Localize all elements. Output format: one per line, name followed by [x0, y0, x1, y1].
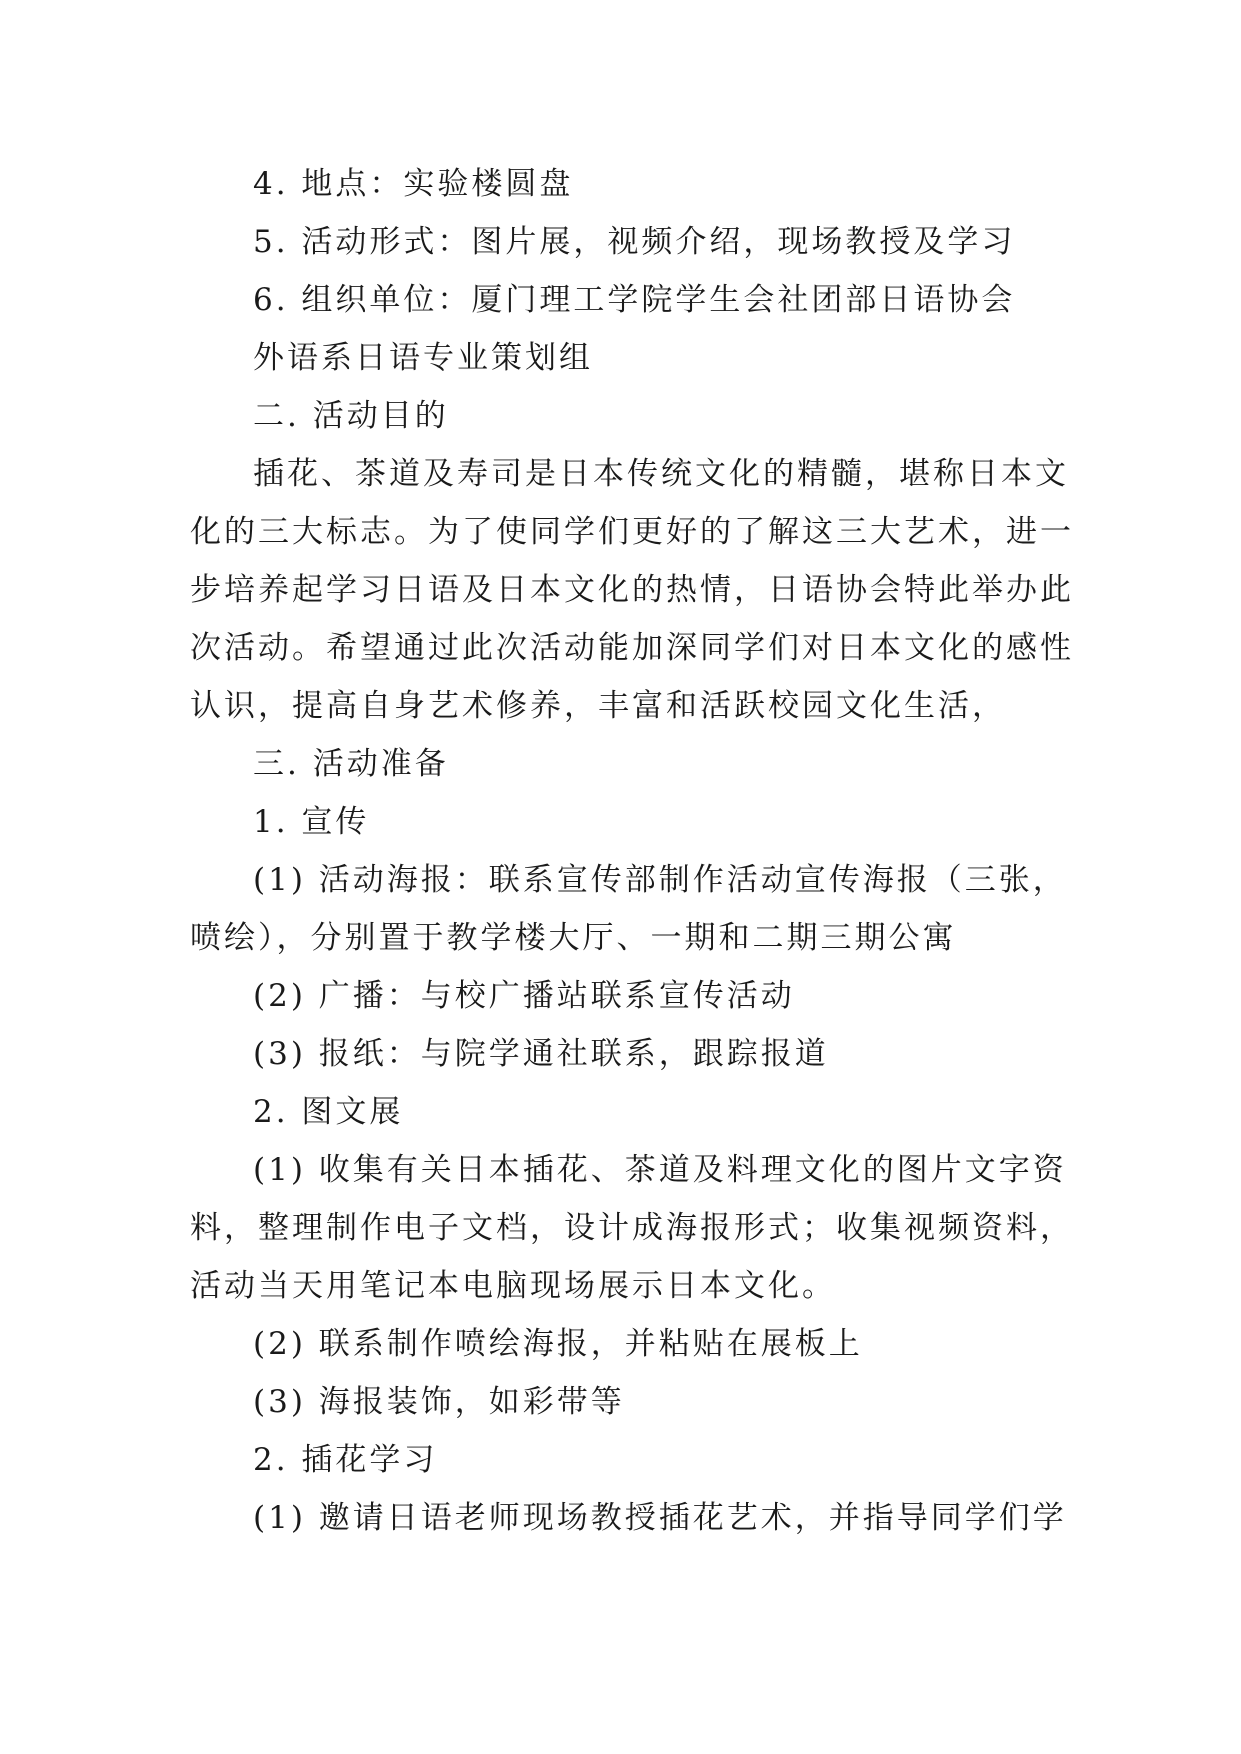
text-line: 2. 图文展 [253, 1094, 404, 1130]
text-line: 料，整理制作电子文档，设计成海报形式；收集视频资料， [190, 1210, 1074, 1246]
text-line: 6. 组织单位：厦门理工学院学生会社团部日语协会 [253, 282, 1016, 318]
document-body [190, 155, 1074, 1547]
text-line: 认识，提高自身艺术修养，丰富和活跃校园文化生活， [190, 688, 1006, 724]
text-line: 化的三大标志。为了使同学们更好的了解这三大艺术，进一 [190, 514, 1074, 550]
text-line: 1. 宣传 [253, 804, 370, 840]
text-line: 二. 活动目的 [253, 398, 449, 434]
text-line: 2. 插花学习 [253, 1442, 438, 1478]
text-line: 三. 活动准备 [253, 746, 449, 782]
text-line: 外语系日语专业策划组 [253, 340, 593, 376]
text-line: (1) 邀请日语老师现场教授插花艺术，并指导同学们学 [253, 1500, 1067, 1536]
text-line: 插花、茶道及寿司是日本传统文化的精髓，堪称日本文 [253, 456, 1069, 492]
text-line: 活动当天用笔记本电脑现场展示日本文化。 [190, 1268, 836, 1304]
text-line: (1) 活动海报：联系宣传部制作活动宣传海报（三张， [253, 862, 1067, 898]
text-line: (2) 广播：与校广播站联系宣传活动 [253, 978, 795, 1014]
text-line: 喷绘），分别置于教学楼大厅、一期和二期三期公寓 [190, 920, 957, 956]
text-line: 步培养起学习日语及日本文化的热情，日语协会特此举办此 [190, 572, 1074, 608]
text-line: (2) 联系制作喷绘海报，并粘贴在展板上 [253, 1326, 863, 1362]
text-line: 5. 活动形式：图片展，视频介绍，现场教授及学习 [253, 224, 1016, 260]
text-line: (3) 海报装饰，如彩带等 [253, 1384, 625, 1420]
text-line: (1) 收集有关日本插花、茶道及料理文化的图片文字资 [253, 1152, 1067, 1188]
text-line: (3) 报纸：与院学通社联系，跟踪报道 [253, 1036, 829, 1072]
text-line: 次活动。希望通过此次活动能加深同学们对日本文化的感性 [190, 630, 1074, 666]
text-line: 4. 地点：实验楼圆盘 [253, 166, 574, 202]
